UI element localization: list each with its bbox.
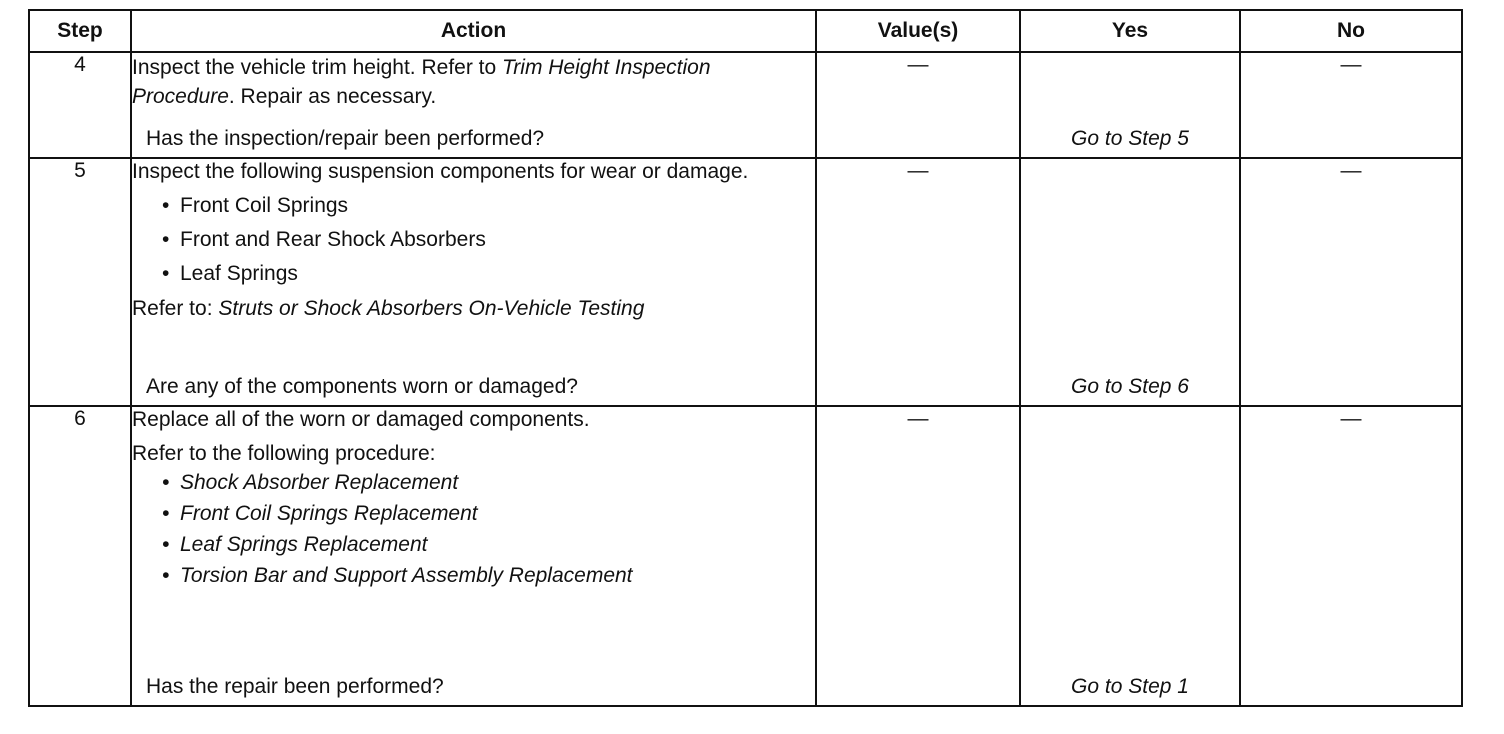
header-row bbox=[29, 10, 1462, 52]
list-item[interactable]: • Shock Absorber Replacement bbox=[162, 467, 815, 498]
value-dash: — bbox=[907, 159, 929, 182]
header-no: No bbox=[1240, 10, 1462, 52]
action-cell bbox=[131, 406, 816, 706]
yes-link[interactable]: Go to Step 1 bbox=[1071, 675, 1189, 698]
no-dash: — bbox=[1340, 407, 1362, 430]
component-list bbox=[132, 189, 815, 291]
action-question: Has the repair been performed? bbox=[146, 675, 444, 698]
step-number: 6 bbox=[29, 406, 131, 706]
value-dash: — bbox=[907, 53, 929, 76]
table-row-step-6 bbox=[29, 406, 1462, 706]
diagnostic-table bbox=[28, 9, 1463, 707]
no-dash: — bbox=[1340, 159, 1362, 182]
list-item[interactable]: • Torsion Bar and Support Assembly Replacement bbox=[162, 560, 815, 591]
refer-prefix: Refer to: bbox=[132, 297, 219, 320]
action-question: Has the inspection/repair been performed? bbox=[146, 127, 545, 150]
procedure-reference: Trim Height Inspection Procedure bbox=[132, 56, 711, 108]
header-yes: Yes bbox=[1020, 10, 1240, 52]
list-item: • Front and Rear Shock Absorbers bbox=[162, 223, 815, 257]
action-question: Are any of the components worn or damaged? bbox=[146, 375, 578, 398]
table-row-step-5 bbox=[29, 158, 1462, 406]
no-cell bbox=[1240, 406, 1462, 706]
no-dash: — bbox=[1340, 53, 1362, 76]
list-item[interactable]: • Leaf Springs Replacement bbox=[162, 529, 815, 560]
list-item[interactable]: • Front Coil Springs Replacement bbox=[162, 498, 815, 529]
table-row-step-4 bbox=[29, 52, 1462, 158]
procedure-reference: Struts or Shock Absorbers On-Vehicle Testing bbox=[218, 297, 645, 320]
step-number: 5 bbox=[29, 158, 131, 406]
action-text: Replace all of the worn or damaged components. bbox=[132, 408, 590, 431]
values-cell bbox=[816, 406, 1020, 706]
yes-link[interactable]: Go to Step 6 bbox=[1071, 375, 1189, 398]
action-text-end: . Repair as necessary. bbox=[228, 85, 437, 108]
action-text: Inspect the following suspension components for wear or damage. bbox=[132, 160, 749, 183]
list-item: • Front Coil Springs bbox=[162, 189, 815, 223]
values-cell bbox=[816, 52, 1020, 158]
value-dash: — bbox=[907, 407, 929, 430]
list-item: • Leaf Springs bbox=[162, 257, 815, 291]
step-number: 4 bbox=[29, 52, 131, 158]
no-cell bbox=[1240, 52, 1462, 158]
action-cell bbox=[131, 52, 816, 158]
yes-cell bbox=[1020, 52, 1240, 158]
yes-link[interactable]: Go to Step 5 bbox=[1071, 127, 1189, 150]
values-cell bbox=[816, 158, 1020, 406]
no-cell bbox=[1240, 158, 1462, 406]
action-text-2: Refer to the following procedure: bbox=[132, 442, 436, 465]
action-cell bbox=[131, 158, 816, 406]
action-text: Inspect the vehicle trim height. Refer to bbox=[132, 56, 503, 79]
yes-cell bbox=[1020, 406, 1240, 706]
yes-cell bbox=[1020, 158, 1240, 406]
header-values: Value(s) bbox=[816, 10, 1020, 52]
header-step: Step bbox=[29, 10, 131, 52]
header-action: Action bbox=[131, 10, 816, 52]
procedure-list bbox=[132, 467, 815, 591]
